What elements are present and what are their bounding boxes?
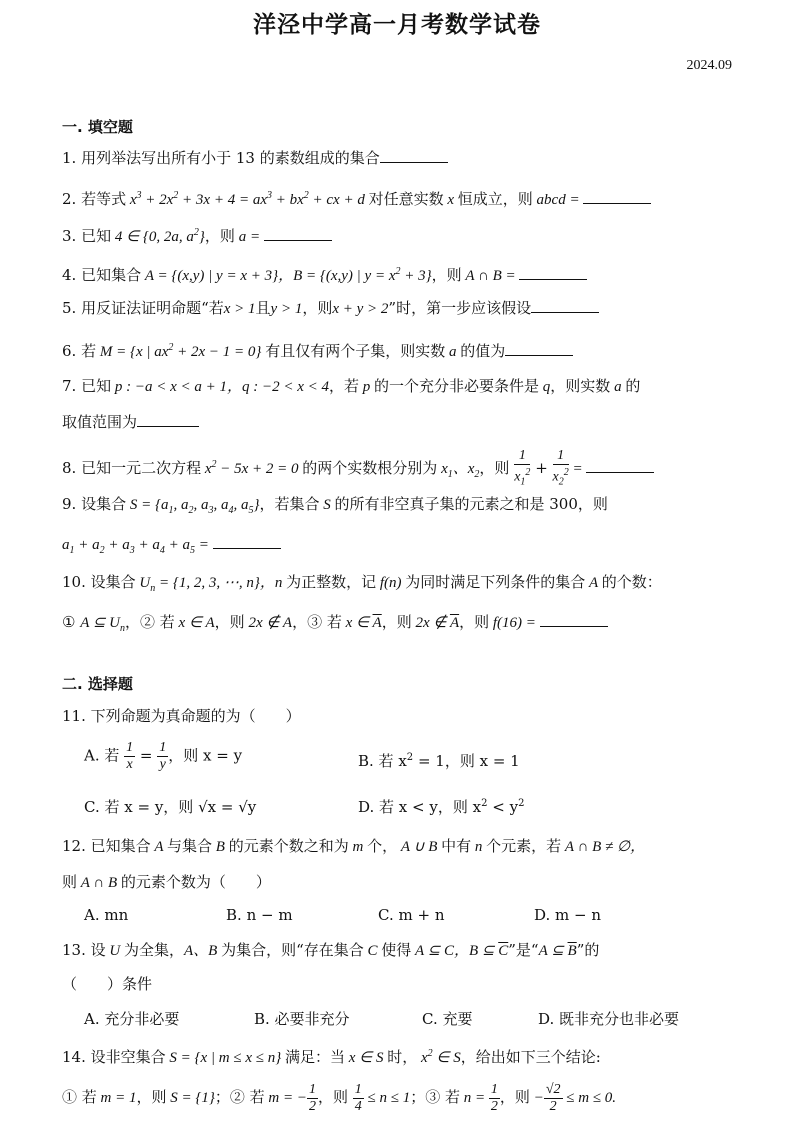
question-13: 13. 设 U 为全集，A、B 为集合，则“存在集合 C 使得 A ⊆ C，B ⊆ $\overline{C}$”是“A ⊆ $\overline{B}$”的 [62,941,600,959]
question-4: 4. 已知集合 A = {(x,y) | y = x + 3}，B = {(x,y) | $y = x^2 + 3$}，则 A ∩ B = [62,262,754,286]
option-13-c[interactable]: C. 充要 [422,1010,473,1028]
answer-blank [213,534,281,549]
question-7-cont: 取值范围为 [62,412,754,432]
option-11-c[interactable]: C. 若 x = y，则 √x = √y [84,798,257,816]
question-12-cont: 则 A ∩ B 的元素个数为（ ） [62,873,271,891]
question-8: 8. 已知一元二次方程 $x^2 - 5x + 2 = 0$ 的两个实数根分别为 $x_1$、$x_2$，则 $\frac{1}{x_1^2}$ + $\frac{1}{x_2^2}$ = [62,448,754,492]
exam-title: 洋泾中学高一月考数学试卷 [253,12,541,38]
answer-blank [583,189,651,204]
answer-blank [586,458,654,473]
option-12-b[interactable]: B. n − m [226,906,293,924]
question-14: 14. 设非空集合 S = {x | m ≤ x ≤ n} 满足：当 x ∈ S 时， $x^2$ ∈ S，给出如下三个结论: [62,1048,601,1066]
question-2: 2. 若等式 $x^3 + 2x^2 + 3x + 4 = ax^3 + bx^2$ + cx + d 对任意实数 x 恒成立，则 abcd = [62,186,754,210]
section-multiple-choice: 二. 选择题 [62,675,133,693]
answer-blank [531,298,599,313]
answer-blank [264,226,332,241]
option-12-d[interactable]: D. m − n [534,906,602,924]
answer-blank [540,612,608,627]
question-10: 10. 设集合 $U_n = \{1$, 2, 3, ⋯, n}，n 为正整数，记 f(n) 为同时满足下列条件的集合 A 的个数： [62,573,662,594]
option-13-d[interactable]: D. 既非充分也非必要 [538,1010,680,1028]
option-12-a[interactable]: A. mn [84,906,129,924]
question-6: 6. 若 M = {x | $ax^2 + 2x - 1 = 0$} 有且仅有两个子集，则实数 a 的值为 [62,338,754,362]
answer-blank [505,341,573,356]
option-11-d[interactable]: D. 若 x < y，则 $x^2 < y^2$ [358,798,525,816]
question-10-cont: ① A ⊆ $U_n$，② 若 x ∈ A，则 2x ∉ A，③ 若 x ∈ $\overline{A}$，则 2x ∉ $\overline{A}$，则 f(16) = [62,612,754,639]
question-3: 3. 已知 4 ∈ {0, 2a, $a^2$}，则 a = [62,223,754,247]
answer-blank [380,148,448,163]
question-7: 7. 已知 p : −a < x < a + 1，q : −2 < x < 4，若 p 的一个充分非必要条件是 q，则实数 a 的 [62,377,641,395]
question-5: 5. 用反证法证明命题“若x > 1且y > 1，则x + y > 2”时，第一步应该假设 [62,298,754,319]
question-9: 9. 设集合 $S = \{a_1$, $a_2$, $a_3$, $a_4$, $a_5$}，若集合 S 的所有非空真子集的元素之和是 300，则 [62,495,608,516]
question-13-cont: （ ）条件 [62,975,153,993]
option-13-a[interactable]: A. 充分非必要 [84,1010,180,1028]
section-fill-in: 一. 填空题 [62,118,133,136]
question-11: 11. 下列命题为真命题的为（ ） [62,707,301,725]
question-1: 1. 用列举法写出所有小于 13 的素数组成的集合 [62,148,754,168]
option-13-b[interactable]: B. 必要非充分 [254,1010,350,1028]
option-12-c[interactable]: C. m + n [378,906,445,924]
option-11-a[interactable]: A. 若 $\frac{1}{x}$ = $\frac{1}{y}$ ，则 x = y [84,740,243,772]
question-9-cont: $a_1 + a_2 + a_3 + a_4 + a_5$ = [62,534,754,561]
option-11-b[interactable]: B. 若 $x^2 = 1$，则 x = 1 [358,752,520,770]
exam-date: 2024.09 [686,58,732,73]
answer-blank [137,412,199,427]
question-14-cont: ① 若 m = 1，则 S = {1}；② 若 m = − $\frac{1}{2}$ ，则 $\frac{1}{4}$ ≤ n ≤ 1；③ 若 n = $\frac{1}{2}$ ，则 − $\frac{√2}{2}$ ≤ m ≤ 0. [62,1081,617,1114]
question-12: 12. 已知集合 A 与集合 B 的元素个数之和为 m 个， A ∪ B 中有 n 个元素，若 A ∩ B ≠ ∅， [62,837,646,855]
answer-blank [519,265,587,280]
